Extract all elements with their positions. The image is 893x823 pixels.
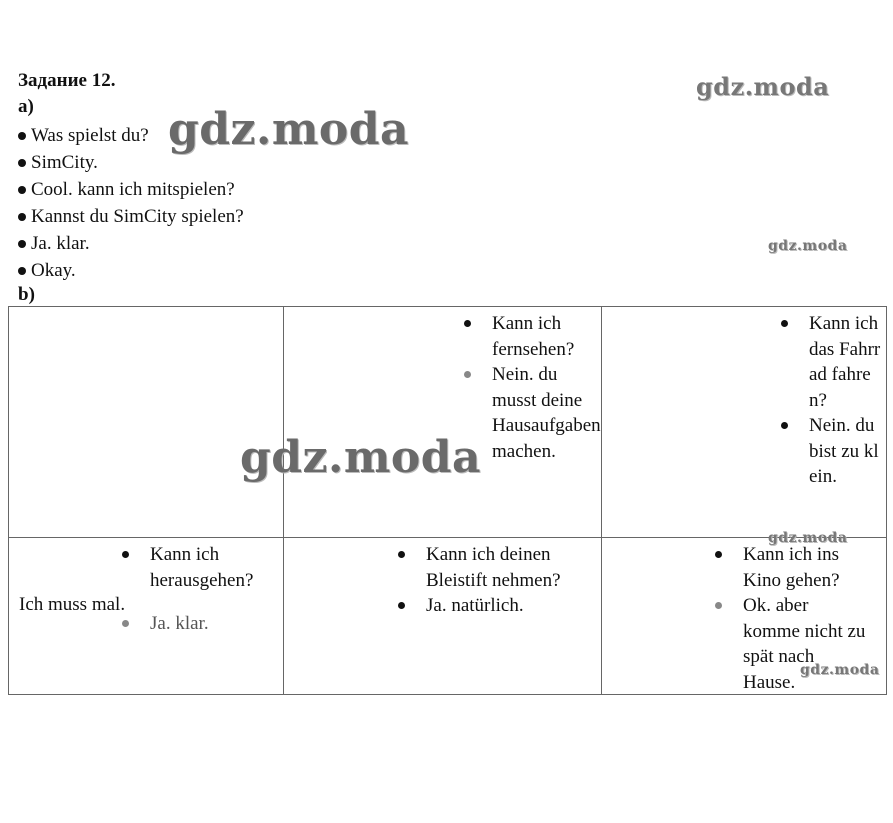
dialog-text: Nein. du musst deine Hausaufgaben machen. <box>492 364 601 462</box>
dialog-table <box>8 306 887 695</box>
table-cell-empty <box>9 307 284 538</box>
dialog-text: Kann ich das Fahrrad fahren? <box>809 313 881 411</box>
dialog-text: Nein. du bist zu klein. <box>809 415 879 487</box>
dialog-text: Kann ich fernsehen? <box>492 313 575 360</box>
dialog-text: Ja. klar. <box>150 613 209 634</box>
table-row <box>9 307 887 538</box>
watermark-logo: gdz.moda <box>768 530 848 546</box>
dialog-line <box>743 542 868 593</box>
bullet-icon <box>715 551 722 558</box>
dialog-text-standalone: Ich muss mal. <box>19 594 126 615</box>
dialog-line: Okay. <box>18 257 244 284</box>
watermark-logo: gdz.moda <box>240 432 482 483</box>
dialog-line <box>426 593 596 619</box>
bullet-icon <box>715 602 722 609</box>
dialog-line <box>809 311 881 413</box>
dialog-line <box>150 611 280 637</box>
dialog-line <box>743 593 868 695</box>
watermark-logo: gdz.moda <box>800 662 880 678</box>
dialog-text: Ja. natürlich. <box>426 595 524 616</box>
dialog-text: Kann ich deinen Bleistift nehmen? <box>426 544 561 591</box>
dialog-line: Kannst du SimCity spielen? <box>18 203 244 230</box>
dialog-line <box>492 311 592 362</box>
watermark-logo: gdz.moda <box>696 72 830 101</box>
table-cell <box>284 538 602 695</box>
bullet-icon <box>464 320 471 327</box>
dialog-text: Kann ich herausgehen? <box>150 544 254 591</box>
dialog-line <box>426 542 596 593</box>
exercise-title: Задание 12. <box>18 70 116 91</box>
dialog-line: SimCity. <box>18 149 244 176</box>
bullet-icon <box>122 620 129 627</box>
dialog-text: Ok. aber komme nicht zu spät nach Hause. <box>743 595 866 693</box>
table-cell <box>9 538 284 695</box>
part-a-label: а) <box>18 96 34 117</box>
dialog-line <box>809 413 881 490</box>
dialog-line: Ja. klar. <box>18 230 244 257</box>
bullet-icon <box>781 320 788 327</box>
part-b-label: b) <box>18 284 35 305</box>
bullet-icon <box>122 551 129 558</box>
dialog-line <box>492 362 601 464</box>
table-row <box>9 538 887 695</box>
dialog-line <box>150 542 280 593</box>
bullet-icon <box>398 602 405 609</box>
dialog-line: Cool. kann ich mitspielen? <box>18 176 244 203</box>
bullet-icon <box>464 371 471 378</box>
watermark-logo: gdz.moda <box>168 104 410 155</box>
table-cell <box>602 307 887 538</box>
table-cell <box>284 307 602 538</box>
dialog-text: Kann ich ins Kino gehen? <box>743 544 840 591</box>
dialog-line: Was spielst du? <box>18 122 244 149</box>
watermark-logo: gdz.moda <box>768 238 848 254</box>
bullet-icon <box>781 422 788 429</box>
bullet-icon <box>398 551 405 558</box>
